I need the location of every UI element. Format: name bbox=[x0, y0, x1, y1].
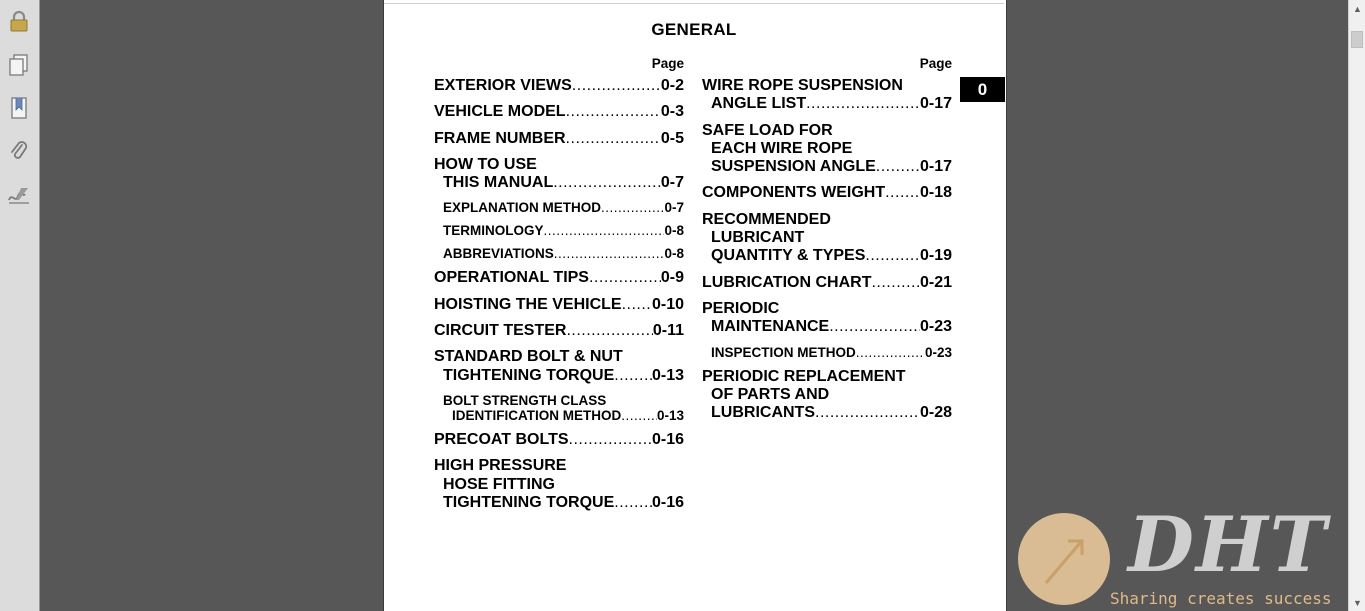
toc-line bbox=[434, 476, 684, 494]
toc-entry-title: OPERATIONAL TIPS bbox=[434, 269, 589, 287]
toc-entry-title: EACH WIRE ROPE bbox=[711, 139, 853, 157]
document-page bbox=[383, 0, 1007, 611]
toc-leader-dots bbox=[885, 184, 920, 202]
toc-line bbox=[434, 200, 684, 215]
lock-icon[interactable] bbox=[6, 8, 32, 34]
toc-page-number: 0-18 bbox=[919, 184, 952, 202]
toc-entry[interactable] bbox=[702, 300, 952, 337]
toc-page-number: 0-17 bbox=[919, 95, 952, 113]
toc-line bbox=[702, 404, 952, 422]
watermark-brand: DHT bbox=[1128, 500, 1329, 589]
toc-entry[interactable] bbox=[434, 348, 684, 385]
toc-line bbox=[702, 158, 952, 176]
watermark-logo-icon bbox=[1018, 513, 1110, 605]
toc-entry[interactable] bbox=[434, 457, 684, 512]
toc-line bbox=[702, 229, 952, 247]
toc-leader-dots bbox=[554, 246, 665, 261]
toc-entry[interactable] bbox=[434, 246, 684, 261]
toc-page-number: 0-9 bbox=[660, 269, 684, 287]
toc-leader-dots bbox=[815, 404, 920, 422]
toc-entry-title: LUBRICATION CHART bbox=[702, 273, 872, 291]
toc-page-number: 0-8 bbox=[664, 246, 684, 262]
toc-page-number: 0-5 bbox=[660, 129, 684, 147]
toc-page-number: 0-17 bbox=[919, 158, 952, 176]
toc-page-number: 0-2 bbox=[660, 77, 684, 94]
toc-line bbox=[434, 77, 684, 95]
toc-entry[interactable] bbox=[434, 393, 684, 423]
toc-line bbox=[434, 174, 684, 192]
toc-entry[interactable] bbox=[434, 269, 684, 287]
toc-page-number: 0-23 bbox=[919, 318, 952, 336]
toc-entry-title: VEHICLE MODEL bbox=[434, 103, 566, 121]
toc-entry[interactable] bbox=[702, 122, 952, 177]
toc-line bbox=[702, 345, 952, 360]
toc-line bbox=[702, 211, 952, 229]
toc-leader-dots bbox=[856, 345, 925, 360]
toc-entry-title: LUBRICANTS bbox=[711, 404, 815, 422]
toc-leader-dots bbox=[566, 130, 661, 148]
toc-entry[interactable] bbox=[434, 103, 684, 121]
toc-leader-dots bbox=[614, 367, 652, 385]
toc-leader-dots bbox=[601, 200, 664, 215]
toc-line bbox=[434, 246, 684, 261]
toc-leader-dots bbox=[871, 274, 920, 292]
toc-line bbox=[702, 247, 952, 265]
toc-line bbox=[702, 95, 952, 113]
toc-page-number: 0-13 bbox=[656, 407, 684, 423]
toc-leader-dots bbox=[544, 223, 665, 238]
vertical-scrollbar[interactable] bbox=[1348, 0, 1365, 611]
toc-entry[interactable] bbox=[702, 345, 952, 360]
toc-entry-title: TERMINOLOGY bbox=[443, 223, 544, 239]
toc-page-number: 0-7 bbox=[664, 200, 684, 216]
toc-entry-title: HIGH PRESSURE bbox=[434, 457, 567, 475]
toc-line bbox=[702, 386, 952, 404]
toc-entry-title: INSPECTION METHOD bbox=[711, 344, 856, 360]
toc-entry-title: HOISTING THE VEHICLE bbox=[434, 295, 622, 313]
toc-leader-dots bbox=[553, 174, 661, 192]
bookmark-icon[interactable] bbox=[6, 95, 32, 121]
toc-entry-title: EXTERIOR VIEWS bbox=[434, 77, 572, 94]
watermark-tagline: Sharing creates success bbox=[1110, 589, 1332, 608]
toc-line bbox=[434, 494, 684, 512]
toc-entry[interactable] bbox=[434, 156, 684, 193]
toc-line bbox=[434, 322, 684, 340]
toc-entry[interactable] bbox=[702, 77, 952, 114]
toc-line bbox=[434, 408, 684, 423]
toc-leader-dots bbox=[806, 95, 920, 113]
toc-leader-dots bbox=[829, 318, 920, 336]
toc-leader-dots bbox=[876, 158, 920, 176]
toc-entry[interactable] bbox=[702, 211, 952, 266]
scroll-thumb[interactable] bbox=[1351, 31, 1363, 48]
toc-line bbox=[702, 122, 952, 140]
toc-entry-title: PERIODIC REPLACEMENT bbox=[702, 367, 906, 385]
toc-line bbox=[702, 77, 952, 95]
toc-line bbox=[434, 393, 684, 408]
toc-line bbox=[434, 130, 684, 148]
toc-page-number: 0-11 bbox=[652, 322, 684, 340]
toc-line bbox=[434, 367, 684, 385]
toc-line bbox=[434, 296, 684, 314]
navigation-sidebar bbox=[0, 0, 40, 611]
toc-page-number: 0-7 bbox=[660, 174, 684, 192]
toc-entry[interactable] bbox=[434, 77, 684, 95]
toc-entry-title: HOSE FITTING bbox=[443, 475, 555, 493]
toc-page-number: 0-16 bbox=[651, 430, 684, 448]
toc-entry-title: STANDARD BOLT & NUT bbox=[434, 348, 623, 366]
toc-leader-dots bbox=[566, 103, 661, 121]
page-top-rule bbox=[384, 3, 1004, 4]
toc-entry-title: BOLT STRENGTH CLASS bbox=[443, 392, 607, 408]
toc-entry-title: TIGHTENING TORQUE bbox=[443, 366, 615, 384]
toc-leader-dots bbox=[569, 431, 652, 449]
toc-line bbox=[434, 103, 684, 121]
toc-entry-title: MAINTENANCE bbox=[711, 318, 830, 336]
page-title: GENERAL bbox=[651, 20, 737, 39]
toc-line bbox=[434, 156, 684, 174]
toc-page-number: 0-8 bbox=[664, 223, 684, 239]
toc-leader-dots bbox=[589, 269, 661, 287]
scroll-up-arrow-icon[interactable]: ▲ bbox=[1353, 3, 1362, 14]
page-column-header: Page bbox=[919, 56, 952, 71]
toc-page-number: 0-10 bbox=[651, 295, 684, 313]
toc-leader-dots bbox=[572, 77, 661, 95]
toc-line bbox=[434, 223, 684, 238]
toc-entry-title: QUANTITY & TYPES bbox=[711, 247, 866, 265]
toc-line bbox=[702, 274, 952, 292]
toc-right-column bbox=[702, 56, 952, 430]
toc-entry[interactable] bbox=[434, 431, 684, 449]
toc-leader-dots bbox=[566, 322, 652, 340]
section-tab: 0 bbox=[960, 77, 1005, 102]
toc-entry[interactable] bbox=[434, 200, 684, 215]
toc-line bbox=[702, 300, 952, 318]
toc-entry-title: ANGLE LIST bbox=[711, 95, 807, 113]
toc-entry[interactable] bbox=[702, 274, 952, 292]
toc-line bbox=[702, 318, 952, 336]
toc-entry-title: PRECOAT BOLTS bbox=[434, 430, 569, 448]
toc-entry-title: OF PARTS AND bbox=[711, 385, 830, 403]
page-column-header: Page bbox=[651, 56, 684, 71]
pages-icon[interactable] bbox=[6, 52, 32, 78]
toc-line bbox=[702, 140, 952, 158]
toc-entry-title: TIGHTENING TORQUE bbox=[443, 493, 615, 511]
toc-line bbox=[434, 269, 684, 287]
toc-page-number: 0-21 bbox=[919, 273, 952, 291]
toc-line bbox=[434, 457, 684, 475]
attachment-icon[interactable] bbox=[6, 138, 32, 164]
toc-entry-title: SUSPENSION ANGLE bbox=[711, 158, 876, 176]
toc-entry-title: HOW TO USE bbox=[434, 155, 537, 173]
toc-entry-title: ABBREVIATIONS bbox=[443, 246, 554, 262]
toc-entry[interactable] bbox=[434, 296, 684, 314]
scroll-down-arrow-icon[interactable]: ▼ bbox=[1353, 597, 1362, 608]
toc-left-column bbox=[434, 56, 684, 520]
toc-entry-title: LUBRICANT bbox=[711, 229, 805, 247]
toc-page-number: 0-19 bbox=[919, 247, 952, 265]
toc-page-number: 0-16 bbox=[651, 493, 684, 511]
toc-line bbox=[702, 368, 952, 386]
toc-entry-title: COMPONENTS WEIGHT bbox=[702, 184, 886, 202]
toc-entry-title: RECOMMENDED bbox=[702, 210, 831, 228]
toc-entry-title: IDENTIFICATION METHOD bbox=[452, 407, 622, 423]
toc-leader-dots bbox=[614, 494, 652, 512]
toc-leader-dots bbox=[865, 247, 920, 265]
toc-entry-title: FRAME NUMBER bbox=[434, 129, 566, 147]
toc-entry[interactable] bbox=[434, 130, 684, 148]
toc-leader-dots bbox=[622, 296, 652, 314]
toc-entry[interactable] bbox=[434, 322, 684, 340]
toc-line bbox=[434, 348, 684, 366]
signature-icon[interactable] bbox=[6, 182, 32, 208]
toc-leader-dots bbox=[621, 408, 657, 423]
toc-page-number: 0-28 bbox=[919, 404, 952, 422]
toc-entry-title: CIRCUIT TESTER bbox=[434, 322, 567, 340]
toc-page-number: 0-13 bbox=[651, 366, 684, 384]
toc-entry-title: THIS MANUAL bbox=[443, 174, 554, 192]
toc-entry-title: EXPLANATION METHOD bbox=[443, 200, 601, 216]
toc-entry[interactable] bbox=[702, 184, 952, 202]
toc-page-number: 0-23 bbox=[924, 344, 952, 360]
toc-entry[interactable] bbox=[702, 368, 952, 423]
toc-entry-title: WIRE ROPE SUSPENSION bbox=[702, 77, 903, 94]
toc-line bbox=[434, 431, 684, 449]
toc-line bbox=[702, 184, 952, 202]
toc-entry[interactable] bbox=[434, 223, 684, 238]
toc-entry-title: SAFE LOAD FOR bbox=[702, 121, 833, 139]
toc-page-number: 0-3 bbox=[660, 103, 684, 121]
toc-entry-title: PERIODIC bbox=[702, 299, 780, 317]
